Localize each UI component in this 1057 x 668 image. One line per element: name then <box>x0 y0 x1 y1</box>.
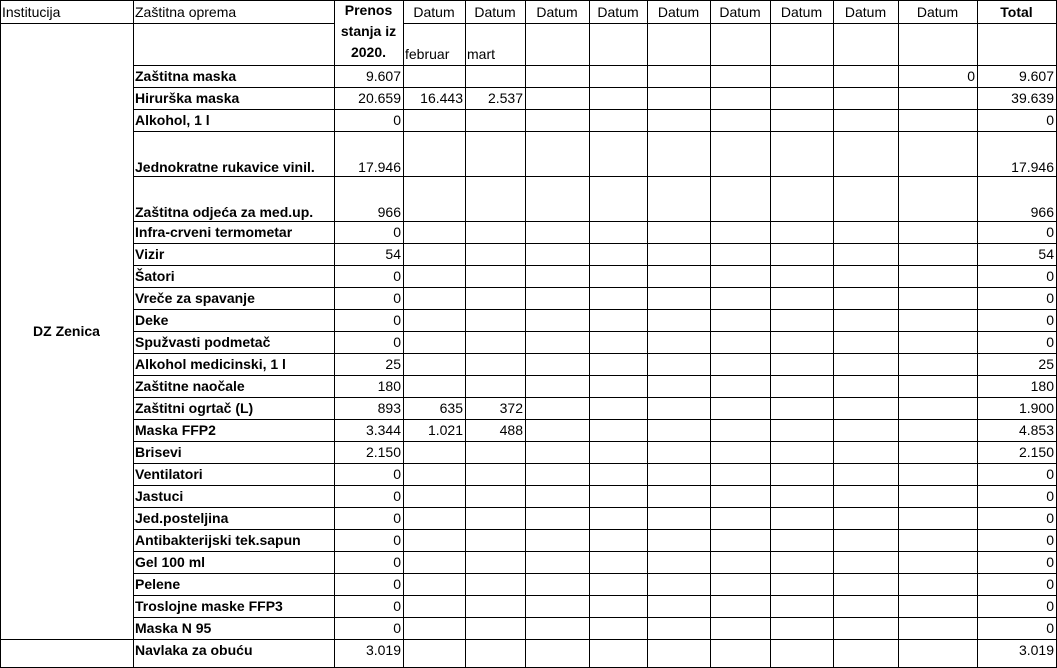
header-datum-1-text: Datum <box>413 4 455 20</box>
row-mart[interactable] <box>465 397 525 419</box>
header-datum-5-text: Datum <box>657 4 700 20</box>
row-prenos[interactable] <box>334 265 403 287</box>
row-item-text: Brisevi <box>135 444 182 460</box>
grid-line <box>133 419 1056 420</box>
grid-line <box>133 463 1056 464</box>
row-item-text: Vreče za spavanje <box>135 290 255 306</box>
row-februar[interactable] <box>403 397 465 419</box>
row-total[interactable] <box>977 87 1056 109</box>
header-datum-9[interactable] <box>898 1 977 23</box>
row-item[interactable] <box>133 485 334 507</box>
row-mart-text: 372 <box>499 400 523 416</box>
row-prenos[interactable] <box>334 397 403 419</box>
grid-line <box>133 309 1056 310</box>
row-total-text: 2.150 <box>1018 444 1054 460</box>
header-prenos-line: 2020. <box>350 44 387 60</box>
row-total[interactable] <box>977 463 1056 485</box>
header-datum-8-text: Datum <box>844 4 887 20</box>
row-prenos[interactable] <box>334 485 403 507</box>
row-prenos[interactable] <box>334 419 403 441</box>
row-item[interactable] <box>133 441 334 463</box>
row-item[interactable] <box>133 65 334 87</box>
row-total[interactable] <box>977 353 1056 375</box>
row-item[interactable] <box>133 331 334 353</box>
row-prenos[interactable] <box>334 551 403 573</box>
row-total[interactable] <box>977 441 1056 463</box>
grid-line <box>133 0 134 668</box>
header-datum-1[interactable] <box>403 1 465 23</box>
row-total[interactable] <box>977 551 1056 573</box>
subheader-mart-text: mart <box>467 46 495 62</box>
row-item-text: Gel 100 ml <box>135 554 206 570</box>
row-prenos-text: 0 <box>393 112 401 128</box>
row-item-text: Infra-crveni termometar <box>135 224 293 240</box>
grid-line <box>403 23 1056 24</box>
row-item-text: Navlaka za obuću <box>135 642 253 658</box>
row-prenos-text: 0 <box>393 554 401 570</box>
grid-line <box>133 573 1056 574</box>
row-prenos-text: 0 <box>393 576 401 592</box>
grid-line <box>465 0 466 668</box>
row-total-text: 0 <box>1046 510 1054 526</box>
row-item-text: Ventilatori <box>135 466 203 482</box>
grid-line <box>133 507 1056 508</box>
row-prenos-text: 0 <box>393 598 401 614</box>
row-item[interactable] <box>133 109 334 131</box>
grid-line <box>133 331 1056 332</box>
row-item[interactable] <box>133 309 334 331</box>
row-total[interactable] <box>977 529 1056 551</box>
row-prenos-text: 0 <box>393 224 401 240</box>
row-item-text: Zaštitna odjeća za med.up. <box>135 204 314 220</box>
row-prenos-text: 0 <box>393 466 401 482</box>
grid-line <box>133 265 1056 266</box>
row-prenos-text: 180 <box>377 378 401 394</box>
grid-line <box>133 595 1056 596</box>
row-total-text: 54 <box>1038 246 1054 262</box>
row-prenos[interactable] <box>334 87 403 109</box>
row-februar[interactable] <box>403 419 465 441</box>
grid-line <box>898 0 899 668</box>
grid-line <box>770 0 771 668</box>
row-total-text: 0 <box>1046 268 1054 284</box>
row-total[interactable] <box>977 617 1056 639</box>
row-total-text: 17.946 <box>1011 159 1054 175</box>
grid-line <box>977 0 978 668</box>
grid-line <box>647 0 648 668</box>
row-total[interactable] <box>977 595 1056 617</box>
grid-line <box>0 23 334 24</box>
header-datum-3[interactable] <box>525 1 589 23</box>
row-prenos[interactable] <box>334 176 403 221</box>
header-zastitna-oprema[interactable] <box>133 1 334 23</box>
row-prenos-text: 0 <box>393 510 401 526</box>
grid-line <box>133 65 1056 66</box>
grid-line <box>133 485 1056 486</box>
row-prenos[interactable] <box>334 331 403 353</box>
grid-line <box>133 375 1056 376</box>
header-datum-5[interactable] <box>647 1 710 23</box>
header-total-text: Total <box>1000 4 1033 20</box>
row-total[interactable] <box>977 331 1056 353</box>
row-total[interactable] <box>977 397 1056 419</box>
row-total-text: 3.019 <box>1018 642 1054 658</box>
row-total-text: 0 <box>1046 112 1054 128</box>
row-item[interactable] <box>133 131 334 176</box>
row-item[interactable] <box>133 617 334 639</box>
row-prenos[interactable] <box>334 287 403 309</box>
row-total-text: 0 <box>1046 488 1054 504</box>
row-item[interactable] <box>133 463 334 485</box>
header-prenos-line: stanja iz <box>340 23 397 39</box>
header-datum-8[interactable] <box>833 1 898 23</box>
header-prenos <box>334 0 403 65</box>
row-prenos-text: 17.946 <box>358 159 401 175</box>
header-datum-7[interactable] <box>770 1 833 23</box>
row-item-text: Antibakterijski tek.sapun <box>135 532 301 548</box>
row-datum-9-text: 0 <box>967 68 975 84</box>
row-total[interactable] <box>977 485 1056 507</box>
row-prenos[interactable] <box>334 595 403 617</box>
grid-line <box>133 221 1056 222</box>
row-prenos[interactable] <box>334 131 403 176</box>
row-prenos[interactable] <box>334 507 403 529</box>
grid-line <box>334 0 335 668</box>
header-zastitna-oprema-text: Zaštitna oprema <box>135 4 237 20</box>
row-item-text: Spužvasti podmetač <box>135 334 271 350</box>
grid-line <box>133 243 1056 244</box>
grid-line <box>133 176 1056 177</box>
row-prenos[interactable] <box>334 441 403 463</box>
row-item[interactable] <box>133 243 334 265</box>
row-prenos-text: 966 <box>377 204 401 220</box>
grid-line <box>133 87 1056 88</box>
row-total[interactable] <box>977 221 1056 243</box>
row-item[interactable] <box>133 529 334 551</box>
row-februar[interactable] <box>403 87 465 109</box>
grid-line <box>133 131 1056 132</box>
row-februar-text: 16.443 <box>420 90 463 106</box>
row-prenos-text: 3.344 <box>365 422 401 438</box>
row-item[interactable] <box>133 595 334 617</box>
header-datum-7-text: Datum <box>780 4 823 20</box>
row-prenos-text: 3.019 <box>365 642 401 658</box>
row-item-text: Jed.posteljina <box>135 510 229 526</box>
row-total[interactable] <box>977 419 1056 441</box>
row-mart-text: 2.537 <box>487 90 523 106</box>
row-total-text: 0 <box>1046 620 1054 636</box>
row-item-text: Šatori <box>135 268 175 284</box>
row-prenos[interactable] <box>334 109 403 131</box>
row-total-text: 0 <box>1046 466 1054 482</box>
header-institucija[interactable] <box>0 1 133 23</box>
row-prenos[interactable] <box>334 639 403 661</box>
header-total[interactable] <box>977 1 1056 23</box>
row-total-text: 0 <box>1046 576 1054 592</box>
row-prenos-text: 0 <box>393 488 401 504</box>
row-item[interactable] <box>133 287 334 309</box>
grid-line <box>133 109 1056 110</box>
grid-line <box>133 287 1056 288</box>
row-item-text: Jednokratne rukavice vinil. <box>135 159 315 175</box>
row-prenos[interactable] <box>334 375 403 397</box>
header-institucija-text: Institucija <box>2 4 61 20</box>
header-datum-6[interactable] <box>710 1 770 23</box>
row-item-text: Deke <box>135 312 169 328</box>
row-item-text: Maska FFP2 <box>135 422 216 438</box>
row-mart[interactable] <box>465 419 525 441</box>
row-item[interactable] <box>133 639 334 661</box>
grid-line <box>589 0 590 668</box>
grid-line <box>833 0 834 668</box>
row-prenos[interactable] <box>334 529 403 551</box>
row-total-text: 9.607 <box>1018 68 1054 84</box>
row-total[interactable] <box>977 287 1056 309</box>
row-total[interactable] <box>977 243 1056 265</box>
grid-line <box>403 0 404 668</box>
row-item[interactable] <box>133 221 334 243</box>
subheader-februar-text: februar <box>405 46 450 62</box>
header-datum-4[interactable] <box>589 1 647 23</box>
row-total[interactable] <box>977 507 1056 529</box>
row-total-text: 966 <box>1030 204 1054 220</box>
row-prenos-text: 9.607 <box>365 68 401 84</box>
grid-line <box>133 353 1056 354</box>
grid-line <box>133 529 1056 530</box>
row-item-text: Zaštitna maska <box>135 68 237 84</box>
institution-name[interactable] <box>0 23 133 639</box>
grid-line <box>710 0 711 668</box>
row-item-text: Hirurška maska <box>135 90 240 106</box>
subheader-februar[interactable] <box>403 43 465 65</box>
row-prenos-text: 25 <box>385 356 401 372</box>
row-prenos[interactable] <box>334 573 403 595</box>
row-prenos-text: 2.150 <box>365 444 401 460</box>
row-prenos-text: 0 <box>393 334 401 350</box>
header-datum-6-text: Datum <box>719 4 761 20</box>
row-prenos[interactable] <box>334 309 403 331</box>
row-total[interactable] <box>977 573 1056 595</box>
row-total[interactable] <box>977 109 1056 131</box>
row-total[interactable] <box>977 265 1056 287</box>
row-prenos[interactable] <box>334 65 403 87</box>
row-prenos-text: 0 <box>393 532 401 548</box>
row-prenos[interactable] <box>334 353 403 375</box>
row-item-text: Pelene <box>135 576 181 592</box>
row-item-text: Maska N 95 <box>135 620 212 636</box>
row-item[interactable] <box>133 397 334 419</box>
row-total[interactable] <box>977 309 1056 331</box>
row-prenos-text: 20.659 <box>358 90 401 106</box>
row-total[interactable] <box>977 639 1056 661</box>
grid-line <box>133 551 1056 552</box>
row-total-text: 0 <box>1046 224 1054 240</box>
row-februar-text: 1.021 <box>427 422 463 438</box>
row-total-text: 0 <box>1046 532 1054 548</box>
header-datum-9-text: Datum <box>916 4 959 20</box>
header-datum-2-text: Datum <box>474 4 516 20</box>
row-total-text: 1.900 <box>1018 400 1054 416</box>
row-prenos[interactable] <box>334 243 403 265</box>
row-prenos-text: 0 <box>393 620 401 636</box>
row-total-text: 0 <box>1046 290 1054 306</box>
row-total[interactable] <box>977 176 1056 221</box>
row-total-text: 0 <box>1046 334 1054 350</box>
row-item-text: Zaštitne naočale <box>135 378 245 394</box>
row-item[interactable] <box>133 419 334 441</box>
row-total[interactable] <box>977 65 1056 87</box>
subheader-mart[interactable] <box>465 43 525 65</box>
row-item-text: Alkohol medicinski, 1 l <box>135 356 286 372</box>
row-mart-text: 488 <box>499 422 523 438</box>
row-prenos-text: 0 <box>393 268 401 284</box>
row-total-text: 4.853 <box>1018 422 1054 438</box>
row-mart[interactable] <box>465 87 525 109</box>
row-item[interactable] <box>133 507 334 529</box>
row-prenos-text: 0 <box>393 312 401 328</box>
row-total[interactable] <box>977 375 1056 397</box>
row-prenos[interactable] <box>334 463 403 485</box>
row-prenos[interactable] <box>334 221 403 243</box>
header-datum-4-text: Datum <box>597 4 639 20</box>
row-item[interactable] <box>133 87 334 109</box>
row-item-text: Vizir <box>135 246 165 262</box>
row-total-text: 0 <box>1046 598 1054 614</box>
header-prenos-line: Prenos <box>344 2 393 18</box>
row-datum-9[interactable] <box>898 65 977 87</box>
row-item[interactable] <box>133 573 334 595</box>
row-prenos-text: 54 <box>385 246 401 262</box>
header-datum-3-text: Datum <box>536 4 578 20</box>
row-item[interactable] <box>133 375 334 397</box>
header-datum-2[interactable] <box>465 1 525 23</box>
grid-line <box>133 441 1056 442</box>
row-prenos-text: 893 <box>377 400 401 416</box>
row-item[interactable] <box>133 353 334 375</box>
row-total-text: 180 <box>1030 378 1054 394</box>
row-total-text: 25 <box>1038 356 1054 372</box>
grid-line <box>133 617 1056 618</box>
institution-name-text: DZ Zenica <box>33 323 100 339</box>
row-total[interactable] <box>977 131 1056 176</box>
row-total-text: 0 <box>1046 312 1054 328</box>
row-total-text: 39.639 <box>1011 90 1054 106</box>
row-prenos[interactable] <box>334 617 403 639</box>
row-item[interactable] <box>133 265 334 287</box>
grid-line <box>133 397 1056 398</box>
row-februar-text: 635 <box>439 400 463 416</box>
row-prenos-text: 0 <box>393 290 401 306</box>
row-total-text: 0 <box>1046 554 1054 570</box>
row-item-text: Troslojne maske FFP3 <box>135 598 283 614</box>
row-item[interactable] <box>133 176 334 221</box>
row-item-text: Jastuci <box>135 488 184 504</box>
row-item-text: Alkohol, 1 l <box>135 112 210 128</box>
row-item[interactable] <box>133 551 334 573</box>
row-item-text: Zaštitni ogrtač (L) <box>135 400 254 416</box>
grid-line <box>525 0 526 668</box>
grid-line <box>0 0 1 668</box>
